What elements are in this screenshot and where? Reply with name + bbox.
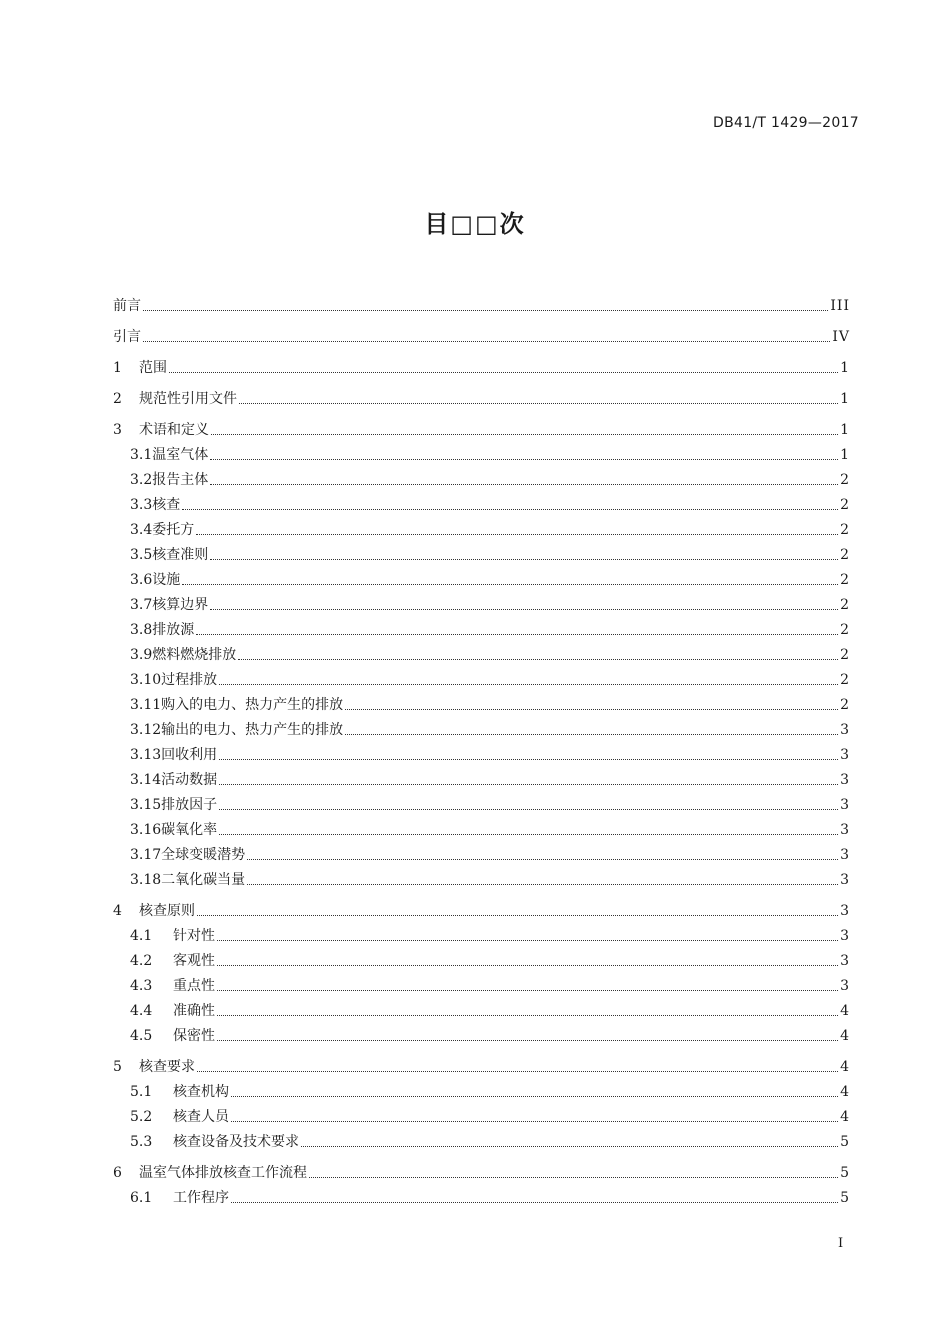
toc-entry-page: 3 bbox=[840, 847, 850, 863]
toc-entry-text: 针对性 bbox=[173, 928, 215, 944]
toc-entry-label bbox=[130, 1002, 215, 1020]
toc-entry-label bbox=[113, 1164, 307, 1182]
toc-entry-page: 4 bbox=[840, 1003, 850, 1019]
toc-entry-label bbox=[113, 390, 237, 408]
toc-entry-number: 5.3 bbox=[130, 1134, 153, 1150]
toc-entry[interactable] bbox=[113, 408, 850, 439]
toc-entry-page: 3 bbox=[840, 797, 850, 813]
toc-entry-text: 准确性 bbox=[173, 1003, 215, 1019]
dot-leader bbox=[210, 558, 838, 560]
toc-entry-text: 范围 bbox=[139, 360, 167, 376]
toc-entry-text: 核查人员 bbox=[173, 1109, 229, 1125]
toc-entry-text: 燃料燃烧排放 bbox=[152, 647, 237, 663]
toc-entry[interactable] bbox=[113, 1182, 850, 1207]
toc-entry-number: 3.15 bbox=[130, 797, 162, 813]
toc-entry-number: 3.14 bbox=[130, 772, 162, 788]
toc-entry-page: 3 bbox=[840, 722, 850, 738]
toc-entry-text: 核查准则 bbox=[152, 547, 209, 563]
toc-entry[interactable] bbox=[113, 1126, 850, 1151]
toc-entry-number: 3 bbox=[113, 422, 122, 438]
toc-entry-page: 1 bbox=[840, 360, 850, 376]
toc-entry-text: 工作程序 bbox=[173, 1190, 229, 1206]
dot-leader bbox=[217, 964, 838, 966]
toc-entry-number: 4 bbox=[113, 903, 122, 919]
dot-leader bbox=[219, 683, 838, 685]
toc-entry-label bbox=[130, 1083, 229, 1101]
toc-entry-page: IV bbox=[832, 329, 850, 345]
toc-entry[interactable] bbox=[113, 1045, 850, 1076]
toc-entry-text: 前言 bbox=[113, 298, 141, 314]
toc-entry[interactable] bbox=[113, 639, 850, 664]
toc-entry-text: 输出的电力、热力产生的排放 bbox=[161, 722, 344, 738]
toc-entry[interactable] bbox=[113, 714, 850, 739]
toc-entry-number: 3.13 bbox=[130, 747, 162, 763]
toc-entry-page: 2 bbox=[840, 572, 850, 588]
toc-entry[interactable] bbox=[113, 489, 850, 514]
toc-entry[interactable] bbox=[113, 1151, 850, 1182]
toc-entry[interactable] bbox=[113, 284, 850, 315]
toc-entry[interactable] bbox=[113, 1076, 850, 1101]
toc-entry[interactable] bbox=[113, 589, 850, 614]
toc-entry-label bbox=[130, 1108, 229, 1126]
toc-entry-number: 4.5 bbox=[130, 1028, 153, 1044]
toc-entry-number: 3.1 bbox=[130, 447, 153, 463]
toc-entry-text: 核查原则 bbox=[139, 903, 195, 919]
toc-entry-label bbox=[130, 1189, 229, 1207]
toc-entry-text: 规范性引用文件 bbox=[139, 391, 237, 407]
toc-entry-text: 购入的电力、热力产生的排放 bbox=[161, 697, 344, 713]
toc-entry[interactable] bbox=[113, 439, 850, 464]
toc-entry-label bbox=[130, 721, 343, 739]
toc-entry[interactable] bbox=[113, 514, 850, 539]
toc-entry-label bbox=[130, 621, 194, 639]
toc-entry[interactable] bbox=[113, 315, 850, 346]
toc-entry-text: 引言 bbox=[113, 329, 141, 345]
toc-entry-label bbox=[130, 771, 217, 789]
toc-entry-page: 3 bbox=[840, 978, 850, 994]
toc-entry[interactable] bbox=[113, 764, 850, 789]
toc-entry-text: 温室气体 bbox=[152, 447, 209, 463]
dot-leader bbox=[143, 309, 828, 311]
dot-leader bbox=[217, 989, 838, 991]
toc-entry[interactable] bbox=[113, 377, 850, 408]
toc-entry-page: 3 bbox=[840, 822, 850, 838]
toc-entry-number: 2 bbox=[113, 391, 122, 407]
toc-entry-number: 5.1 bbox=[130, 1084, 153, 1100]
dot-leader bbox=[231, 1095, 838, 1097]
toc-entry[interactable] bbox=[113, 839, 850, 864]
toc-entry-page: 5 bbox=[840, 1134, 850, 1150]
toc-entry-text: 核查要求 bbox=[139, 1059, 195, 1075]
toc-entry-page: 1 bbox=[840, 447, 850, 463]
toc-entry-page: 4 bbox=[840, 1028, 850, 1044]
toc-entry-page: 3 bbox=[840, 928, 850, 944]
dot-leader bbox=[210, 483, 838, 485]
toc-entry[interactable] bbox=[113, 889, 850, 920]
toc-entry-page: 3 bbox=[840, 872, 850, 888]
toc-entry-number: 3.3 bbox=[130, 497, 153, 513]
dot-leader bbox=[238, 658, 838, 660]
dot-leader bbox=[217, 939, 838, 941]
toc-entry-text: 排放因子 bbox=[161, 797, 218, 813]
toc-entry-label bbox=[113, 359, 167, 377]
toc-entry-page: 3 bbox=[840, 747, 850, 763]
toc-entry-text: 客观性 bbox=[173, 953, 215, 969]
toc-entry-number: 5 bbox=[113, 1059, 122, 1075]
toc-entry-number: 5.2 bbox=[130, 1109, 153, 1125]
dot-leader bbox=[196, 633, 838, 635]
toc-entry-label bbox=[130, 546, 208, 564]
dot-leader bbox=[196, 533, 838, 535]
toc-entry[interactable] bbox=[113, 464, 850, 489]
toc-entry-text: 委托方 bbox=[152, 522, 195, 538]
toc-entry-label bbox=[113, 421, 209, 439]
toc-entry[interactable] bbox=[113, 564, 850, 589]
toc-entry[interactable] bbox=[113, 739, 850, 764]
toc-entry-label bbox=[113, 902, 195, 920]
toc-entry-text: 核查机构 bbox=[173, 1084, 229, 1100]
dot-leader bbox=[231, 1120, 838, 1122]
toc-entry-label bbox=[130, 646, 236, 664]
dot-leader bbox=[247, 883, 838, 885]
dot-leader bbox=[219, 783, 838, 785]
dot-leader bbox=[309, 1176, 838, 1178]
toc-entry-number: 3.6 bbox=[130, 572, 153, 588]
toc-entry-label bbox=[113, 328, 141, 346]
dot-leader bbox=[239, 402, 838, 404]
table-of-contents bbox=[113, 284, 850, 1207]
dot-leader bbox=[345, 733, 838, 735]
dot-leader bbox=[219, 833, 838, 835]
toc-entry-page: 2 bbox=[840, 622, 850, 638]
toc-entry-text: 过程排放 bbox=[161, 672, 218, 688]
toc-entry-label bbox=[130, 952, 215, 970]
toc-entry-page: 2 bbox=[840, 472, 850, 488]
toc-entry-label bbox=[130, 571, 180, 589]
toc-entry-number: 4.2 bbox=[130, 953, 153, 969]
toc-entry-page: 2 bbox=[840, 697, 850, 713]
toc-entry[interactable] bbox=[113, 1101, 850, 1126]
toc-entry-page: 2 bbox=[840, 497, 850, 513]
toc-entry[interactable] bbox=[113, 945, 850, 970]
toc-entry[interactable] bbox=[113, 614, 850, 639]
page-number: I bbox=[838, 1236, 844, 1251]
toc-entry-text: 报告主体 bbox=[152, 472, 209, 488]
toc-entry[interactable] bbox=[113, 864, 850, 889]
toc-entry-label bbox=[130, 846, 245, 864]
toc-entry-page: 1 bbox=[840, 391, 850, 407]
toc-entry-page: 3 bbox=[840, 772, 850, 788]
dot-leader bbox=[345, 708, 838, 710]
dot-leader bbox=[182, 508, 838, 510]
toc-entry[interactable] bbox=[113, 664, 850, 689]
toc-entry-number: 3.10 bbox=[130, 672, 162, 688]
toc-entry-number: 3.12 bbox=[130, 722, 162, 738]
toc-entry-number: 4.3 bbox=[130, 978, 153, 994]
toc-entry-page: 4 bbox=[840, 1109, 850, 1125]
toc-entry-text: 核算边界 bbox=[152, 597, 209, 613]
toc-entry-text: 术语和定义 bbox=[139, 422, 209, 438]
toc-entry-text: 设施 bbox=[152, 572, 181, 588]
toc-entry-text: 核查 bbox=[152, 497, 181, 513]
toc-entry[interactable] bbox=[113, 970, 850, 995]
dot-leader bbox=[231, 1201, 838, 1203]
toc-entry-number: 3.8 bbox=[130, 622, 153, 638]
toc-entry-number: 4.1 bbox=[130, 928, 153, 944]
toc-entry-page: 2 bbox=[840, 597, 850, 613]
dot-leader bbox=[301, 1145, 838, 1147]
dot-leader bbox=[210, 608, 838, 610]
toc-entry-page: 5 bbox=[840, 1190, 850, 1206]
toc-entry[interactable] bbox=[113, 346, 850, 377]
toc-entry-label bbox=[130, 596, 208, 614]
toc-entry[interactable] bbox=[113, 539, 850, 564]
toc-entry-number: 6 bbox=[113, 1165, 122, 1181]
toc-entry-page: 3 bbox=[840, 953, 850, 969]
dot-leader bbox=[182, 583, 838, 585]
toc-entry[interactable] bbox=[113, 814, 850, 839]
toc-entry-page: 2 bbox=[840, 672, 850, 688]
toc-entry-text: 活动数据 bbox=[161, 772, 218, 788]
dot-leader bbox=[219, 758, 838, 760]
toc-entry-text: 排放源 bbox=[152, 622, 195, 638]
toc-entry-page: 4 bbox=[840, 1059, 850, 1075]
toc-entry-label bbox=[130, 446, 208, 464]
dot-leader bbox=[169, 371, 838, 373]
dot-leader bbox=[211, 433, 838, 435]
toc-entry-text: 全球变暖潜势 bbox=[161, 847, 246, 863]
dot-leader bbox=[143, 340, 830, 342]
toc-entry[interactable] bbox=[113, 789, 850, 814]
toc-entry-label bbox=[130, 496, 180, 514]
toc-entry-page: 4 bbox=[840, 1084, 850, 1100]
toc-entry-number: 3.11 bbox=[130, 697, 162, 713]
toc-entry-label bbox=[130, 471, 208, 489]
dot-leader bbox=[219, 808, 838, 810]
toc-entry-label bbox=[130, 671, 217, 689]
dot-leader bbox=[197, 914, 838, 916]
toc-entry-number: 6.1 bbox=[130, 1190, 153, 1206]
toc-entry-page: 1 bbox=[840, 422, 850, 438]
toc-entry-number: 3.16 bbox=[130, 822, 162, 838]
toc-entry-number: 4.4 bbox=[130, 1003, 153, 1019]
dot-leader bbox=[217, 1039, 838, 1041]
toc-entry-number: 3.17 bbox=[130, 847, 162, 863]
toc-entry-text: 保密性 bbox=[173, 1028, 215, 1044]
toc-entry-label bbox=[130, 796, 217, 814]
toc-entry-number: 3.9 bbox=[130, 647, 153, 663]
toc-entry-label bbox=[130, 871, 245, 889]
dot-leader bbox=[210, 458, 838, 460]
toc-entry-label bbox=[130, 521, 194, 539]
toc-entry-label bbox=[113, 1058, 195, 1076]
toc-entry[interactable] bbox=[113, 995, 850, 1020]
toc-entry-label bbox=[130, 746, 217, 764]
toc-entry-page: 2 bbox=[840, 547, 850, 563]
toc-entry-page: 2 bbox=[840, 647, 850, 663]
toc-entry-text: 二氧化碳当量 bbox=[161, 872, 246, 888]
toc-entry-page: 2 bbox=[840, 522, 850, 538]
toc-entry-label bbox=[130, 696, 343, 714]
toc-entry[interactable] bbox=[113, 689, 850, 714]
toc-entry-text: 重点性 bbox=[173, 978, 215, 994]
dot-leader bbox=[197, 1070, 838, 1072]
toc-entry-label bbox=[130, 977, 215, 995]
toc-entry-number: 3.4 bbox=[130, 522, 153, 538]
toc-entry-label bbox=[130, 1133, 299, 1151]
toc-entry-text: 温室气体排放核查工作流程 bbox=[139, 1165, 307, 1181]
toc-entry[interactable] bbox=[113, 920, 850, 945]
toc-entry-number: 1 bbox=[113, 360, 122, 376]
toc-entry-text: 核查设备及技术要求 bbox=[173, 1134, 299, 1150]
toc-entry-label bbox=[130, 927, 215, 945]
toc-entry[interactable] bbox=[113, 1020, 850, 1045]
toc-entry-number: 3.5 bbox=[130, 547, 153, 563]
toc-entry-label bbox=[130, 821, 217, 839]
toc-entry-text: 碳氧化率 bbox=[161, 822, 218, 838]
dot-leader bbox=[247, 858, 838, 860]
toc-entry-page: III bbox=[830, 298, 850, 314]
toc-entry-number: 3.7 bbox=[130, 597, 153, 613]
toc-entry-label bbox=[130, 1027, 215, 1045]
toc-entry-page: 3 bbox=[840, 903, 850, 919]
toc-entry-page: 5 bbox=[840, 1165, 850, 1181]
toc-title: 目□□次 bbox=[424, 210, 526, 238]
toc-entry-number: 3.18 bbox=[130, 872, 162, 888]
toc-entry-number: 3.2 bbox=[130, 472, 153, 488]
toc-entry-label bbox=[113, 297, 141, 315]
document-code: DB41/T 1429—2017 bbox=[713, 115, 859, 131]
toc-entry-text: 回收利用 bbox=[161, 747, 218, 763]
dot-leader bbox=[217, 1014, 838, 1016]
